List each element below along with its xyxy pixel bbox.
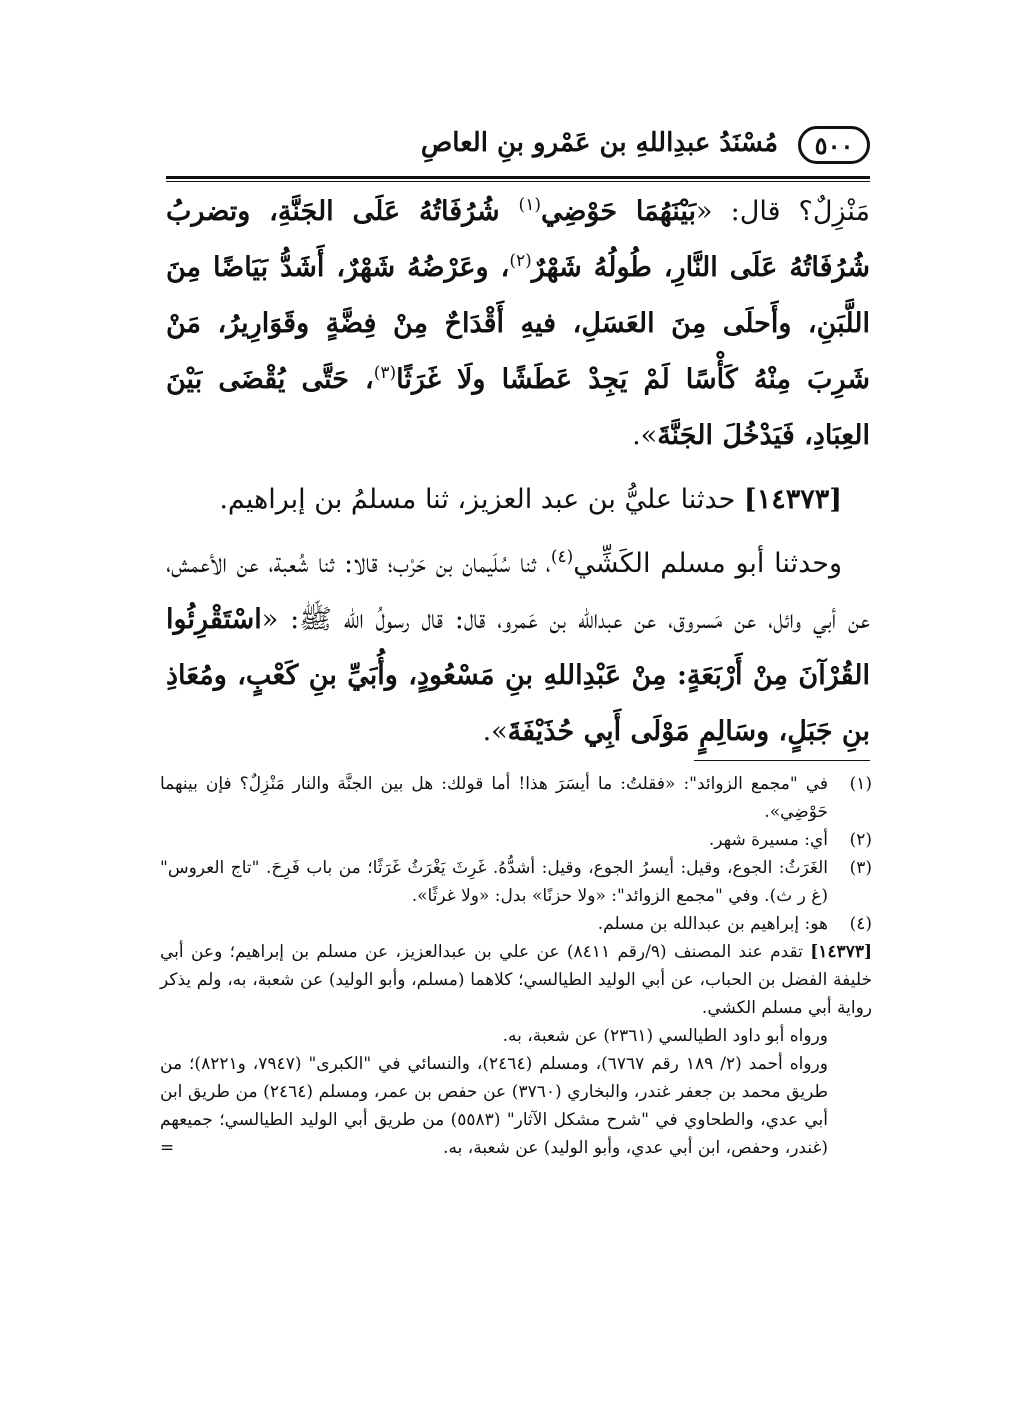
footnote — [160, 910, 872, 938]
footnote-ref: (٣) — [373, 363, 397, 383]
footnote-text: في "مجمع الزوائد": «فقلتُ: ما أيسَرَ هذا! أما قولك: هل بين الجنَّة والنار مَنْزِلٌ؟ فإن بينهما حَوْضِي». — [160, 774, 828, 822]
text-run: ، ثنا سُلَيمان بن حَرْب؛ قالا: ثنا شُعبة، عن الأعمش، عن أبي وائل، عن مَسروق، عن عبدالله بن عَمرو، قال: قال رسولُ الله ﷺ: « — [166, 548, 870, 635]
footnote-number: (٢) — [849, 830, 872, 850]
footnote — [160, 854, 872, 910]
hadith-paragraph-2 — [166, 536, 870, 760]
hadith-paragraph-1 — [166, 184, 870, 464]
takhrij-note — [160, 938, 872, 1162]
footnotes — [160, 770, 872, 1162]
footnote-text: الغَرَثُ: الجوع، وقيل: أيسرُ الجوع، وقيل: أشدُّهُ. غَرِثَ يَغْرَثُ غَرَثًا؛ من باب فَرِحَ. "تاج العروس" (غ ر ث). وفي "مجمع الزوائد": «ولا حزنًا» بدل: «ولا غرثًا». — [160, 858, 828, 906]
page-number: ٥٠٠ — [798, 126, 870, 164]
text-run: مَنْزِلٌ؟ قال: « — [696, 196, 870, 227]
footnote-number: (٣) — [849, 858, 872, 878]
footnote — [160, 826, 872, 854]
footnote-ref: (١) — [518, 195, 541, 215]
prophetic-text: اسْتَقْرِئُوا القُرْآنَ مِنْ أَرْبَعَةٍ: مِنْ عَبْدِاللهِ بنِ مَسْعُودٍ، وأُبَيِّ بنِ كَعْبٍ، ومُعَاذِ بنِ جَبَلٍ، وسَالِمٍ مَوْلَى أَبِي حُذَيْفَةَ — [166, 604, 870, 747]
header-double-rule — [166, 176, 870, 182]
prophetic-text: ، وعَرْضُهُ شَهْرٌ، أَشَدُّ بَيَاضًا مِنَ اللَّبَنِ، وأَحلَى مِنَ العَسَلِ، فيهِ أَقْدَاحٌ مِنْ فِضَّةٍ وقَوَارِيرُ، مَنْ شَرِبَ مِنْهُ كَأْسًا لَمْ يَجِدْ عَطَشًا ولَا غَرَثًا — [166, 252, 870, 395]
footnote-number: (١) — [849, 774, 872, 794]
text-run: ». — [482, 716, 508, 747]
prophetic-text: بَيْنَهُمَا حَوْضِي — [540, 196, 697, 227]
footnote-text: هو: إبراهيم بن عبدالله بن مسلم. — [597, 914, 828, 934]
footnote-ref: (٤) — [550, 547, 574, 567]
isnad-text: حدثنا عليُّ بن عبد العزيز، ثنا مسلمُ بن إبراهيم. — [219, 484, 744, 515]
footnote — [160, 770, 872, 826]
page-header — [166, 118, 870, 174]
footnote-ref: (٢) — [509, 251, 532, 271]
takhrij-number: [١٤٣٧٣] — [810, 942, 872, 962]
hadith-number-line — [166, 472, 870, 528]
footnote-separator — [694, 760, 870, 761]
running-title: مُسْنَدُ عبدِاللهِ بن عَمْرو بنِ العاصِ — [420, 128, 778, 158]
text-run: ». — [632, 420, 658, 451]
footnote-number: (٤) — [849, 914, 872, 934]
hadith-number: [١٤٣٧٣] — [743, 484, 842, 515]
prophetic-text: شُرُفَاتُهُ عَلَى الجَنَّةِ، وتضربُ شُرُفَاتُهُ عَلَى النَّارِ، طُولُهُ شَهْرٌ — [166, 196, 871, 283]
main-text — [166, 184, 870, 760]
takhrij-text: ورواه أحمد (٢/ ١٨٩ رقم ٦٧٦٧)، ومسلم (٢٤٦٤)، والنسائي في "الكبرى" (٧٩٤٧، و٨٢٢١)؛ من طريق محمد بن جعفر غندر، والبخاري (٣٧٦٠) عن حفص بن عمر، ومسلم (٢٤٦٤) من طريق ابن أبي عدي، والطحاوي في "شرح مشكل الآثار" (٥٥٨٣) من طريق أبي الوليد الطيالسي؛ جميعهم (غندر، وحفص، ابن أبي عدي، وأبو الوليد) عن شعبة، به. — [160, 1054, 829, 1158]
text-run: وحدثنا أبو مسلم الكَشِّي — [573, 548, 842, 579]
footnote-text: أي: مسيرة شهر. — [708, 830, 828, 850]
takhrij-text: تقدم عند المصنف (٩/رقم ٨٤١١) عن علي بن عبدالعزيز، عن مسلم بن إبراهيم؛ وعن أبي خليفة الفضل بن الحباب، عن أبي الوليد الطيالسي؛ كلاهما (مسلم، وأبو الوليد) عن شعبة، به، ولم يذكر رواية أبي مسلم الكشي. — [160, 942, 872, 1018]
takhrij-line — [160, 1050, 872, 1162]
takhrij-line: ورواه أبو داود الطيالسي (٢٣٦١) عن شعبة، به. — [502, 1026, 828, 1046]
continuation-mark: = — [160, 1138, 175, 1158]
prophetic-text: ، حَتَّى يُقْضَى بَيْنَ العِبَادِ، فَيَدْخُلَ الجَنَّةَ — [166, 364, 870, 451]
takhrij-first — [160, 938, 872, 1022]
